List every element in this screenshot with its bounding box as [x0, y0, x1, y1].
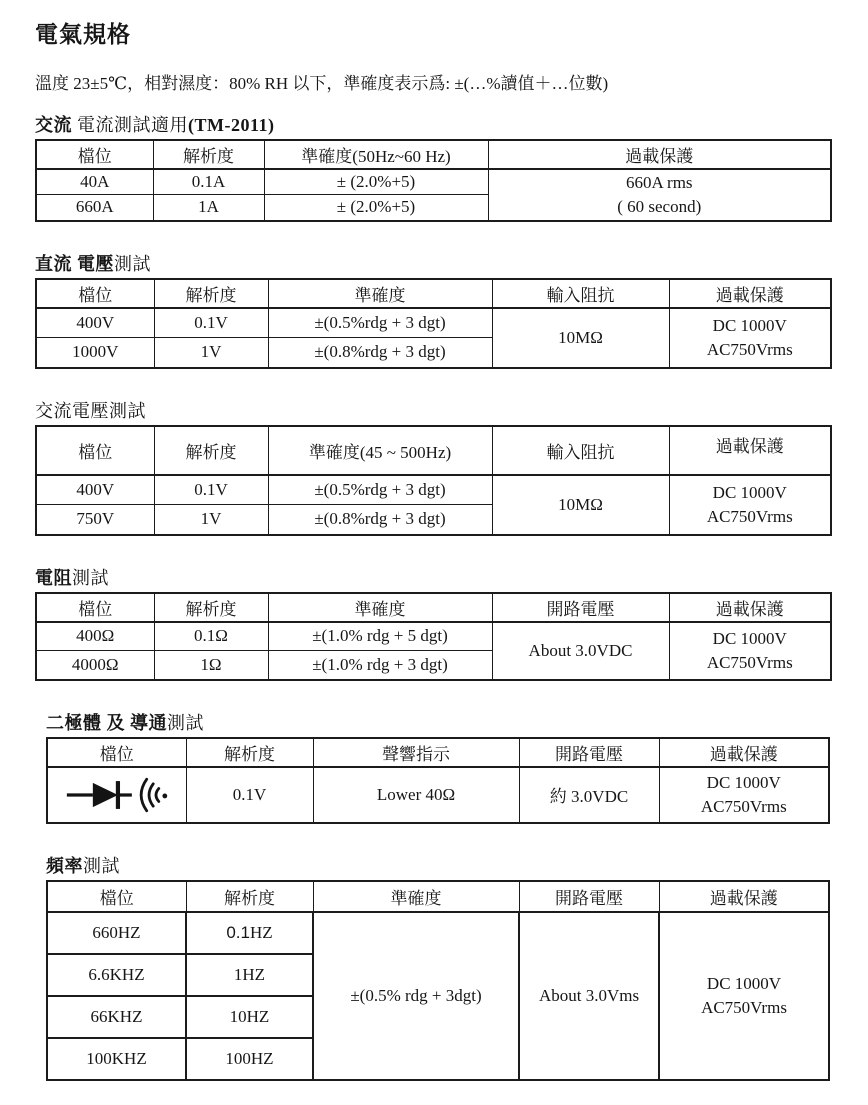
column-header-input-impedance: 輸入阻抗 [492, 426, 669, 475]
cell-resolution: 0.1A [153, 169, 264, 195]
cell-range: 750V [36, 505, 154, 535]
cell-range: 100KHZ [47, 1038, 186, 1080]
cell-range: 40A [36, 169, 153, 195]
cell-beeper-indication: Lower 40Ω [313, 767, 519, 823]
cell-resolution: 1Ω [154, 651, 268, 680]
column-header-accuracy: 準確度 [268, 279, 492, 308]
overload-line1: DC 1000V [706, 973, 782, 993]
column-header-overload: 過載保護 [669, 426, 831, 475]
cell-input-impedance: 10MΩ [492, 308, 669, 368]
heading-normal-part: 電流測試適用 [72, 115, 188, 135]
heading-bold-part: 直流 電壓 [35, 253, 114, 274]
cell-resolution: 0.1V [154, 475, 268, 505]
resistance-table [35, 592, 832, 681]
section-ac-voltage [35, 397, 832, 536]
overload-line2: ( 60 second) [617, 196, 702, 216]
overload-line1: DC 1000V [706, 772, 781, 792]
overload-line1: DC 1000V [712, 315, 787, 335]
column-header-resolution: 解析度 [186, 881, 313, 912]
overload-line2: AC750Vrms [700, 796, 787, 816]
cell-resolution: 1A [153, 195, 264, 221]
cell-overload-protection [659, 767, 829, 823]
column-header-range: 檔位 [36, 279, 154, 308]
column-header-overload: 過載保護 [659, 738, 829, 767]
overload-line2: AC750Vrms [706, 652, 793, 672]
overload-line2: AC750Vrms [706, 339, 793, 359]
overload-line1: DC 1000V [712, 482, 787, 502]
cell-accuracy: ±(0.8%rdg + 3 dgt) [268, 338, 492, 368]
column-header-open-voltage: 開路電壓 [519, 738, 659, 767]
cell-range: 4000Ω [36, 651, 154, 680]
ac-voltage-table [35, 425, 832, 536]
table-row [36, 475, 831, 505]
cell-accuracy: ±(0.5% rdg + 3dgt) [313, 912, 519, 1080]
column-header-open-voltage: 開路電壓 [519, 881, 659, 912]
column-header-resolution: 解析度 [153, 140, 264, 169]
table-header-row [36, 140, 831, 169]
page-title: 電氣規格 [35, 22, 131, 47]
table-header-row [36, 426, 831, 475]
dc-voltage-table [35, 278, 832, 369]
section-heading [35, 111, 832, 137]
column-header-accuracy: 準確度(45 ~ 500Hz) [268, 426, 492, 475]
section-dc-voltage [35, 250, 832, 369]
cell-range: 660HZ [47, 912, 186, 954]
column-header-accuracy: 準確度 [268, 593, 492, 622]
diode-continuity-icon [65, 776, 169, 814]
column-header-range: 檔位 [47, 881, 186, 912]
cell-open-circuit-voltage: About 3.0VDC [492, 622, 669, 680]
column-header-accuracy: 準確度(50Hz~60 Hz) [264, 140, 488, 169]
cell-resolution [186, 912, 313, 954]
cell-accuracy: ±(0.5%rdg + 3 dgt) [268, 475, 492, 505]
cell-resolution: 1HZ [186, 954, 313, 996]
column-header-overload: 過載保護 [669, 593, 831, 622]
cell-overload-protection [669, 622, 831, 680]
cell-overload-protection [669, 475, 831, 535]
section-heading [46, 709, 832, 735]
cell-accuracy: ±(1.0% rdg + 5 dgt) [268, 622, 492, 651]
table-header-row [36, 279, 831, 308]
column-header-range: 檔位 [36, 426, 154, 475]
heading-normal-part: 測試 [83, 855, 120, 876]
overload-line1: DC 1000V [712, 628, 787, 648]
table-row [36, 622, 831, 651]
column-header-range: 檔位 [47, 738, 186, 767]
cell-range: 66KHZ [47, 996, 186, 1038]
cell-resolution: 10HZ [186, 996, 313, 1038]
cell-accuracy: ± (2.0%+5) [264, 169, 488, 195]
cell-range: 660A [36, 195, 153, 221]
cell-resolution: 0.1V [154, 308, 268, 338]
cell-resolution: 0.1V [186, 767, 313, 823]
heading-normal-part: 測試 [114, 253, 151, 274]
resolution-unit: HZ [249, 922, 273, 942]
cell-range: 6.6KHZ [47, 954, 186, 996]
section-ac-current [35, 111, 832, 222]
column-header-open-voltage: 開路電壓 [492, 593, 669, 622]
cell-range-symbol [47, 767, 186, 823]
section-heading [35, 397, 832, 423]
overload-line2: AC750Vrms [706, 506, 793, 526]
cell-accuracy: ± (2.0%+5) [264, 195, 488, 221]
table-row [47, 912, 829, 954]
frequency-table [46, 880, 830, 1081]
cell-overload-protection [669, 308, 831, 368]
heading-normal-part: 測試 [72, 567, 109, 588]
column-header-beeper: 聲響指示 [313, 738, 519, 767]
column-header-resolution: 解析度 [186, 738, 313, 767]
heading-bold-part: 頻率 [46, 855, 83, 876]
column-header-resolution: 解析度 [154, 593, 268, 622]
table-header-row [47, 881, 829, 912]
column-header-range: 檔位 [36, 140, 153, 169]
column-header-overload: 過載保護 [488, 140, 831, 169]
cell-range: 400Ω [36, 622, 154, 651]
cell-range: 400V [36, 308, 154, 338]
column-header-resolution: 解析度 [154, 279, 268, 308]
cell-resolution: 1V [154, 338, 268, 368]
resolution-number: 0.1 [226, 922, 250, 942]
overload-line1: 660A rms [625, 173, 693, 192]
table-header-row [36, 593, 831, 622]
heading-normal-part: 交流電壓測試 [35, 400, 146, 421]
table-header-row [47, 738, 829, 767]
cell-overload-protection [659, 912, 829, 1080]
column-header-range: 檔位 [36, 593, 154, 622]
table-row [47, 767, 829, 823]
cell-range: 400V [36, 475, 154, 505]
section-frequency [35, 852, 832, 1081]
ac-current-table [35, 139, 832, 222]
column-header-resolution: 解析度 [154, 426, 268, 475]
table-row [36, 169, 831, 195]
column-header-accuracy: 準確度 [313, 881, 519, 912]
heading-bold-part: 交流 [35, 115, 72, 135]
cell-range: 1000V [36, 338, 154, 368]
cell-resolution: 1V [154, 505, 268, 535]
cell-resolution: 100HZ [186, 1038, 313, 1080]
section-heading [35, 564, 832, 590]
diode-continuity-table [46, 737, 830, 824]
cell-open-circuit-voltage: About 3.0Vms [519, 912, 659, 1080]
section-diode-continuity [35, 709, 832, 824]
heading-bold-part: 電阻 [35, 567, 72, 588]
section-heading [35, 250, 832, 276]
diode-icon [67, 781, 132, 809]
test-conditions-text: 溫度 23±5℃，相對濕度：80% RH 以下，準確度表示爲: ±(…%讀值＋…位數) [35, 74, 609, 93]
table-row [36, 308, 831, 338]
cell-accuracy: ±(1.0% rdg + 3 dgt) [268, 651, 492, 680]
overload-line2: AC750Vrms [701, 997, 787, 1017]
heading-bold-part: (TM-2011) [188, 115, 275, 135]
section-resistance [35, 564, 832, 681]
column-header-overload: 過載保護 [659, 881, 829, 912]
continuity-beeper-icon [141, 779, 167, 811]
heading-normal-part: 測試 [167, 712, 204, 733]
cell-open-circuit-voltage: 約 3.0VDC [519, 767, 659, 823]
heading-bold-part: 二極體 及 導通 [46, 712, 167, 733]
column-header-input-impedance: 輸入阻抗 [492, 279, 669, 308]
cell-input-impedance: 10MΩ [492, 475, 669, 535]
column-header-overload: 過載保護 [669, 279, 831, 308]
cell-overload-protection [488, 169, 831, 221]
section-heading [46, 852, 832, 878]
cell-accuracy: ±(0.5%rdg + 3 dgt) [268, 308, 492, 338]
cell-resolution: 0.1Ω [154, 622, 268, 651]
cell-accuracy: ±(0.8%rdg + 3 dgt) [268, 505, 492, 535]
